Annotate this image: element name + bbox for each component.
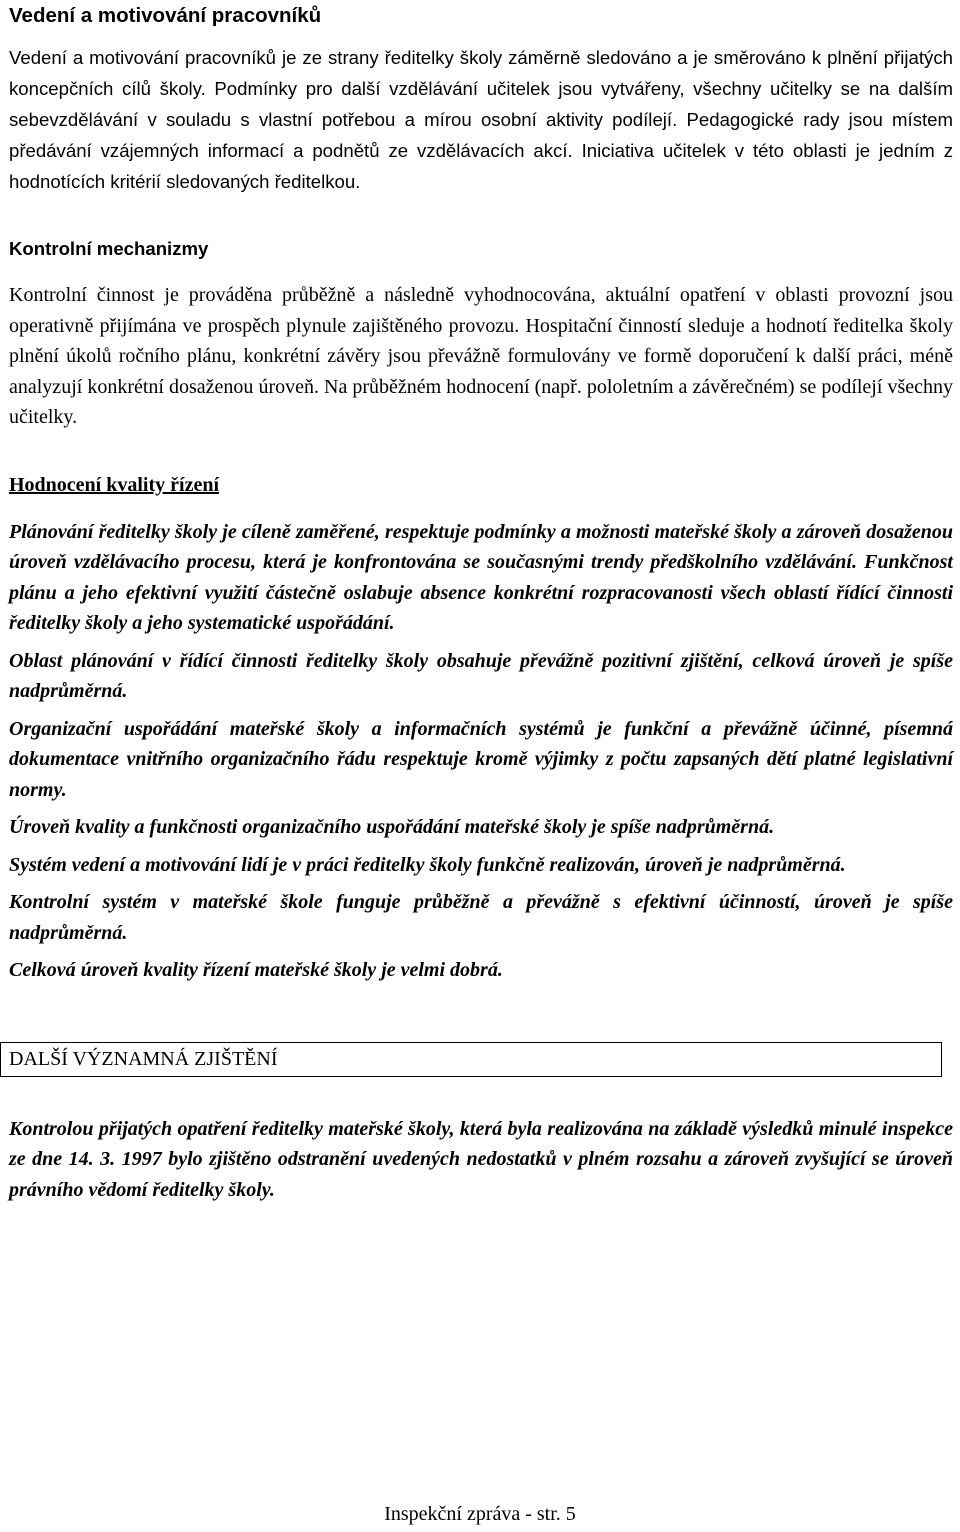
evaluation-paragraph: Celková úroveň kvality řízení mateřské školy je velmi dobrá. xyxy=(9,959,503,981)
section-heading-control: Kontrolní mechanizmy xyxy=(9,238,209,259)
section-body-leadership: Vedení a motivování pracovníků je ze strany ředitelky školy záměrně sledováno a je směrováno k plnění přijatých koncepčních cílů školy. Podmínky pro další vzdělávání učitelek jsou vytvářeny, všechny učitelky se na dalším sebevzdělávání v souladu s vlastní potřebou a mírou osobní aktivity podílejí. Pedagogické rady jsou místem předávání vzájemných informací a podnětů ze vzdělávacích akcí. Iniciativa učitelek v této oblasti je jedním z hodnotících kritérií sledovaných ředitelkou. xyxy=(9,47,953,192)
section-body-control: Kontrolní činnost je prováděna průběžně a následně vyhodnocována, aktuální opatření v oblasti provozní jsou operativně přijímána ve prospěch plynule zajištěného provozu. Hospitační činností sleduje a hodnotí ředitelka školy plnění úkolů ročního plánu, konkrétní závěry jsou převážně formulovány ve formě doporučení k další práci, méně analyzují konkrétní dosaženou úroveň. Na průběžném hodnocení (např. pololetním a závěrečném) se podílejí všechny učitelky. xyxy=(9,284,953,428)
evaluation-paragraph: Kontrolní systém v mateřské škole funguje průběžně a převážně s efektivní účinností, úroveň je spíše nadprůměrná. xyxy=(9,891,953,944)
evaluation-paragraph: Plánování ředitelky školy je cíleně zaměřené, respektuje podmínky a možnosti mateřské školy a zároveň dosaženou úroveň vzdělávacího procesu, která je konfrontována se současnými trendy předškolního vzdělávání. Funkčnost plánu a jeho efektivní využití částečně oslabuje absence konkrétní rozpracovanosti všech oblastí řídící činnosti ředitelky školy a jeho systematické uspořádání. xyxy=(9,520,953,634)
evaluation-paragraph: Úroveň kvality a funkčnosti organizačního uspořádání mateřské školy je spíše nadprůměrná. xyxy=(9,816,775,838)
evaluation-paragraph: Systém vedení a motivování lidí je v práci ředitelky školy funkčně realizován, úroveň je nadprůměrná. xyxy=(9,853,846,876)
evaluation-block xyxy=(9,517,953,986)
document-page xyxy=(9,0,953,1205)
section-heading-leadership: Vedení a motivování pracovníků xyxy=(9,4,322,27)
evaluation-paragraph: Organizační uspořádání mateřské školy a informačních systémů je funkční a převážně účinné, písemná dokumentace vnitřního organizačního řádu respektuje kromě výjimky z počtu zapsaných dětí platné legislativní normy. xyxy=(9,717,953,801)
evaluation-paragraph: Oblast plánování v řídící činnosti ředitelky školy obsahuje převážně pozitivní zjištění, celková úroveň je spíše nadprůměrná. xyxy=(9,649,953,702)
page-footer: Inspekční zpráva - str. 5 xyxy=(384,1503,576,1525)
section-body-other-findings: Kontrolou přijatých opatření ředitelky mateřské školy, která byla realizována na základě výsledků minulé inspekce ze dne 14. 3. 1997 bylo zjištěno odstranění uvedených nedostatků v plném rozsahu a zároveň zvyšující se úroveň právního vědomí ředitelky školy. xyxy=(9,1117,953,1201)
section-heading-other-findings: DALŠÍ VÝZNAMNÁ ZJIŠTĚNÍ xyxy=(0,1042,942,1077)
section-heading-evaluation: Hodnocení kvality řízení xyxy=(9,473,219,496)
